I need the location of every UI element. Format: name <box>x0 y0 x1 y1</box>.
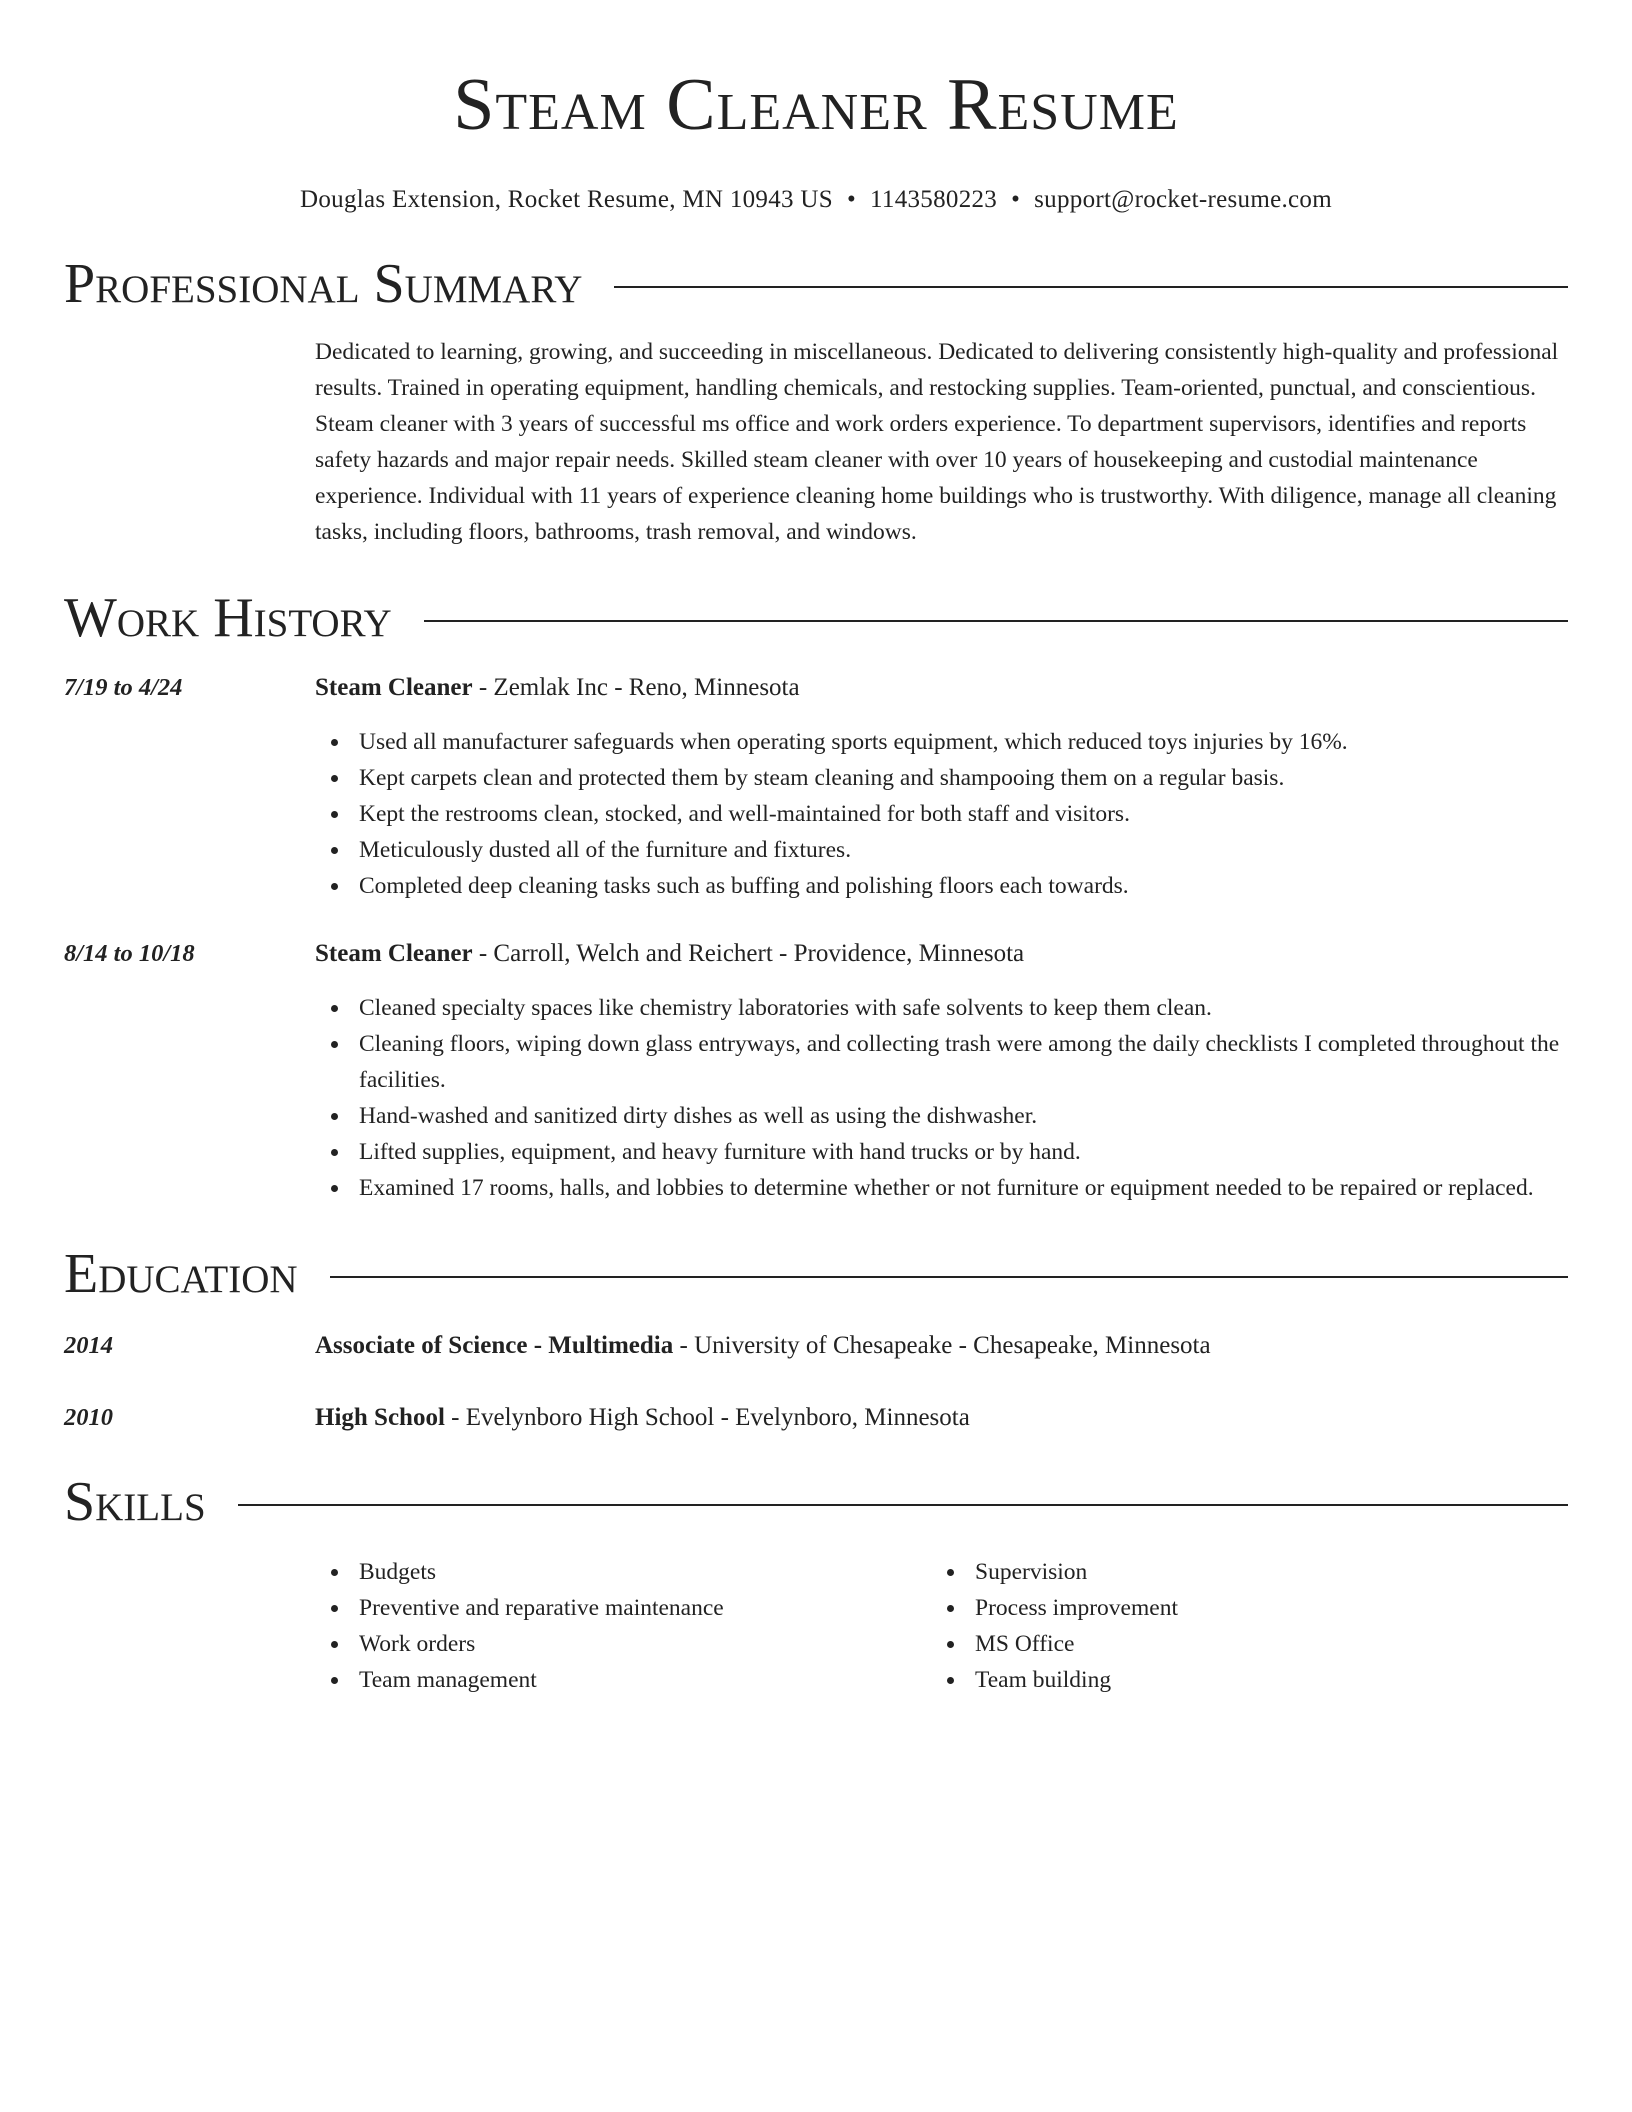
contact-phone: 1143580223 <box>870 186 998 213</box>
section-education-header <box>64 1242 1568 1306</box>
skills-bullets <box>975 1554 1547 1698</box>
list-item: Examined 17 rooms, halls, and lobbies to determine whether or not furniture or equipment needed to be repaired or replaced. <box>359 1170 1568 1206</box>
list-item: Lifted supplies, equipment, and heavy furniture with hand trucks or by hand. <box>359 1134 1568 1170</box>
skills-column-left <box>315 1554 931 1698</box>
education-heading <box>315 1330 1568 1362</box>
section-summary-title: Professional Summary <box>64 253 583 315</box>
job-dates: 7/19 to 4/24 <box>64 674 183 701</box>
section-skills-title: Skills <box>64 1471 206 1533</box>
job-entry <box>64 672 1568 904</box>
contact-address: Douglas Extension, Rocket Resume, MN 10943 US <box>300 186 833 213</box>
section-work-title: Work History <box>64 587 392 649</box>
section-skills-header <box>64 1470 1568 1534</box>
contact-separator: • <box>1011 186 1021 213</box>
skills-list <box>315 1554 1568 1698</box>
section-divider <box>424 620 1568 622</box>
job-details: - Carroll, Welch and Reichert - Providence, Minnesota <box>472 940 1025 967</box>
section-work-header <box>64 586 1568 650</box>
education-entry <box>64 1402 1568 1434</box>
section-summary-header <box>64 252 1568 316</box>
list-item: Supervision <box>975 1554 1547 1590</box>
education-year: 2014 <box>64 1332 113 1359</box>
list-item: Team management <box>359 1662 931 1698</box>
job-heading <box>315 672 1568 704</box>
education-year: 2010 <box>64 1404 113 1431</box>
list-item: Budgets <box>359 1554 931 1590</box>
contact-email: support@rocket-resume.com <box>1034 186 1332 213</box>
education-entry <box>64 1330 1568 1362</box>
job-details: - Zemlak Inc - Reno, Minnesota <box>472 674 800 701</box>
list-item: Work orders <box>359 1626 931 1662</box>
list-item: Cleaning floors, wiping down glass entryways, and collecting trash were among the daily checklists I completed throughout the facilities. <box>359 1026 1568 1098</box>
list-item: Team building <box>975 1662 1547 1698</box>
education-details: - Evelynboro High School - Evelynboro, Minnesota <box>444 1404 970 1431</box>
list-item: Hand-washed and sanitized dirty dishes as well as using the dishwasher. <box>359 1098 1568 1134</box>
section-divider <box>330 1276 1568 1278</box>
job-heading <box>315 938 1568 970</box>
job-content <box>315 672 1568 904</box>
education-heading <box>315 1402 1568 1434</box>
job-title: Steam Cleaner <box>315 674 473 701</box>
skills-bullets <box>359 1554 931 1698</box>
job-bullets <box>359 724 1568 904</box>
section-divider <box>614 286 1568 288</box>
job-title: Steam Cleaner <box>315 940 473 967</box>
job-bullets <box>359 990 1568 1206</box>
list-item: Kept carpets clean and protected them by steam cleaning and shampooing them on a regular basis. <box>359 760 1568 796</box>
education-degree: High School <box>315 1404 445 1431</box>
list-item: Meticulously dusted all of the furniture and fixtures. <box>359 832 1568 868</box>
list-item: Kept the restrooms clean, stocked, and well-maintained for both staff and visitors. <box>359 796 1568 832</box>
section-education-title: Education <box>64 1243 298 1305</box>
section-divider <box>238 1504 1568 1506</box>
job-entry <box>64 938 1568 1206</box>
contact-line <box>64 184 1568 216</box>
list-item: Preventive and reparative maintenance <box>359 1590 931 1626</box>
list-item: Cleaned specialty spaces like chemistry laboratories with safe solvents to keep them clean. <box>359 990 1568 1026</box>
job-dates: 8/14 to 10/18 <box>64 940 195 967</box>
list-item: MS Office <box>975 1626 1547 1662</box>
list-item: Used all manufacturer safeguards when operating sports equipment, which reduced toys injuries by 16%. <box>359 724 1568 760</box>
list-item: Completed deep cleaning tasks such as buffing and polishing floors each towards. <box>359 868 1568 904</box>
education-degree: Associate of Science - Multimedia <box>315 1332 674 1359</box>
page-title: Steam Cleaner Resume <box>453 64 1179 146</box>
summary-text: Dedicated to learning, growing, and succeeding in miscellaneous. Dedicated to delivering consistently high-quality and professional results. Trained in operating equipment, handling chemicals, and restocking supplies. Team-oriented, punctual, and conscientious. Steam cleaner with 3 years of successful ms office and work orders experience. To department supervisors, identifies and reports safety hazards and major repair needs. Skilled steam cleaner with over 10 years of housekeeping and custodial maintenance experience. Individual with 11 years of experience cleaning home buildings who is trustworthy. With diligence, manage all cleaning tasks, including floors, bathrooms, trash removal, and windows. <box>315 339 1559 545</box>
contact-separator: • <box>846 186 857 213</box>
education-details: - University of Chesapeake - Chesapeake, Minnesota <box>673 1332 1211 1359</box>
list-item: Process improvement <box>975 1590 1547 1626</box>
job-content <box>315 938 1568 1206</box>
skills-column-right <box>931 1554 1547 1698</box>
